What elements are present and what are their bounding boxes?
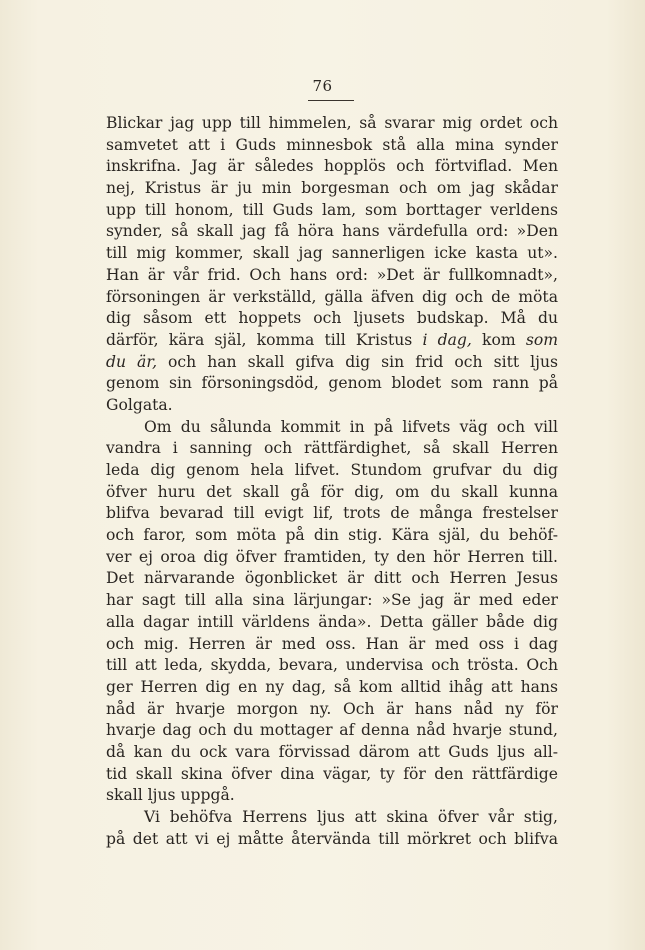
text-line: hvarje dag och du mottager af denna nåd hvarje stund, xyxy=(106,721,558,740)
text-line: blifva bevarad till evigt lif, trots de många frestelser xyxy=(106,504,558,523)
text-line: nej, Kristus är ju min borgesman och om jag skådar xyxy=(106,179,558,198)
text-line: samvetet att i Guds minnesbok stå alla mina synder xyxy=(106,135,558,154)
text-line: Han är vår frid. Och hans ord: »Det är fullkomnadt», xyxy=(106,265,558,284)
text-line: öfver huru det skall gå för dig, om du skall kunna xyxy=(106,482,558,501)
text-line: Blickar jag upp till himmelen, så svarar mig ordet och xyxy=(106,114,558,132)
italic-run: i dag, xyxy=(422,330,472,349)
text-line: och faror, som möta på din stig. Kära själ, du behöf- xyxy=(106,526,558,545)
text-run: och han skall gifva dig sin frid och sitt ljus xyxy=(168,352,558,371)
text-line: Golgata. xyxy=(106,395,173,414)
text-line: då kan du ock vara förvissad därom att Guds ljus all- xyxy=(106,742,558,761)
text-line-mixed xyxy=(106,330,558,352)
text-line: synder, så skall jag få höra hans värdefulla ord: »Den xyxy=(106,222,558,241)
text-line: leda dig genom hela lifvet. Stundom grufvar du dig xyxy=(106,461,558,479)
text-line: tid skall skina öfver dina vägar, ty för den rättfärdige xyxy=(106,764,558,783)
text-run: därför, kära själ, komma till Kristus xyxy=(106,330,413,349)
text-run: kom xyxy=(482,330,516,349)
text-line: skall ljus uppgå. xyxy=(106,786,235,805)
text-line: genom sin försoningsdöd, genom blodet som rann på xyxy=(106,374,558,393)
page-number: 76 xyxy=(312,77,333,95)
text-line: försoningen är verkställd, gälla äfven dig och de möta xyxy=(106,287,558,306)
italic-run: som xyxy=(525,330,558,349)
text-line: alla dagar intill världens ända». Detta gäller både dig xyxy=(106,612,558,631)
paragraph-start: Vi behöfva Herrens ljus att skina öfver vår stig, xyxy=(144,808,558,826)
text-line: och mig. Herren är med oss. Han är med oss i dag xyxy=(106,634,558,653)
text-line: inskrifna. Jag är således hopplös och förtviflad. Men xyxy=(106,157,558,176)
text-line: har sagt till alla sina lärjungar: »Se jag är med eder xyxy=(106,591,558,610)
text-line: Det närvarande ögonblicket är ditt och Herren Jesus xyxy=(106,569,558,588)
text-line-mixed xyxy=(106,352,558,374)
text-line: till mig kommer, skall jag sannerligen icke kasta ut». xyxy=(106,244,558,263)
text-line: till att leda, skydda, bevara, undervisa och trösta. Och xyxy=(106,656,558,675)
page-number-rule xyxy=(308,100,354,101)
text-line: upp till honom, till Guds lam, som borttager verldens xyxy=(106,200,558,219)
text-line: ver ej oroa dig öfver framtiden, ty den hör Herren till. xyxy=(106,547,558,566)
italic-run: du är, xyxy=(106,352,158,371)
text-line: dig såsom ett hoppets och ljusets budskap. Må du xyxy=(106,309,558,328)
text-line: nåd är hvarje morgon ny. Och är hans nåd ny för xyxy=(106,699,558,718)
text-line: ger Herren dig en ny dag, så kom alltid ihåg att hans xyxy=(106,677,558,696)
paragraph-start: Om du sålunda kommit in på lifvets väg och vill xyxy=(144,417,558,436)
text-line: på det att vi ej måtte återvända till mörkret och blifva xyxy=(106,829,558,848)
body-text xyxy=(106,113,558,850)
text-line: vandra i sanning och rättfärdighet, så skall Herren xyxy=(106,439,558,458)
